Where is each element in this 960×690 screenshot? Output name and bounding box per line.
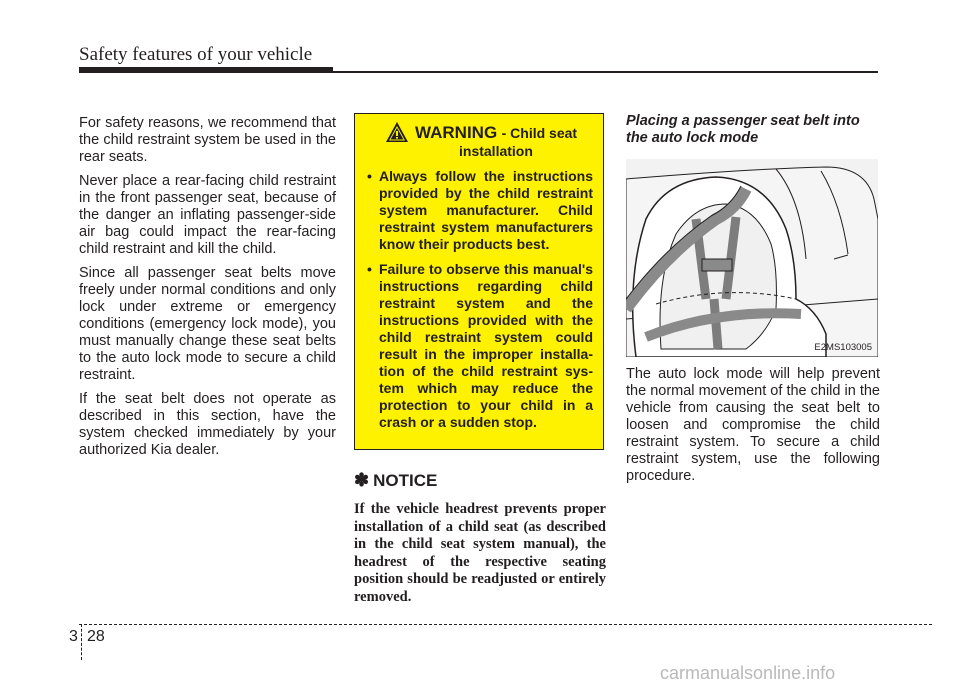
warning-subtitle-cont: installation bbox=[459, 143, 533, 159]
warning-list bbox=[365, 168, 593, 431]
notice-text: If the vehicle headrest prevents proper installation of a child seat (as described in the child seat system manual), the headrest of the respective seating position should be readjusted or entirely removed. bbox=[354, 501, 606, 605]
site-watermark: carmanualsonline.info bbox=[660, 663, 836, 683]
warning-item: • Failure to observe this manual's instructions regarding child restraint system and the instructions provided with the child restraint system could result in the improper installation of the child restraint system which may reduce the protection to your child in a crash or a sudden stop. bbox=[365, 261, 593, 431]
header-rule-thin bbox=[333, 71, 878, 73]
right-column bbox=[626, 113, 880, 492]
left-column bbox=[79, 115, 336, 466]
warning-subtitle: - Child seat bbox=[501, 125, 578, 141]
warning-title: WARNING bbox=[415, 123, 498, 142]
notice-title: NOTICE bbox=[373, 470, 438, 490]
page-header-title: Safety features of your vehicle bbox=[79, 44, 313, 65]
page-number: 28 bbox=[87, 628, 105, 645]
warning-box bbox=[354, 113, 604, 450]
body-paragraph: If the seat belt does not operate as described in this section, have the system checked immediately by your authorized Kia dealer. bbox=[79, 391, 336, 458]
warning-item: • Always follow the instructions provided by the child restraint system manufacturer. Child restraint system manufacturers know their products best. bbox=[365, 168, 593, 253]
middle-column bbox=[354, 113, 606, 606]
notice-star-icon: ✽ bbox=[354, 470, 370, 490]
footer-divider bbox=[81, 624, 82, 660]
warning-triangle-icon bbox=[385, 121, 409, 143]
child-seat-drawing bbox=[626, 159, 878, 357]
child-seat-belt-illustration bbox=[626, 159, 878, 357]
body-paragraph: Since all passenger seat belts move freely under normal conditions and only lock under extreme or emergency conditions (emergency lock mode), you must manually change these seat belts to the auto lock mode to secure a child restraint. bbox=[79, 265, 336, 383]
notice-heading bbox=[354, 470, 606, 491]
body-paragraph: For safety reasons, we recommend that the child restraint system be used in the rear seats. bbox=[79, 115, 336, 165]
section-subheading: Placing a passenger seat belt into the auto lock mode bbox=[626, 113, 860, 146]
figure-code: E2MS103005 bbox=[814, 342, 872, 353]
body-paragraph: The auto lock mode will help prevent the normal movement of the child in the vehicle from causing the seat belt to loosen and compromise the child restraint system. To secure a child restraint system, use the following procedure. bbox=[626, 366, 880, 484]
warning-header bbox=[385, 124, 593, 160]
footer-rule bbox=[79, 624, 932, 625]
body-paragraph: Never place a rear-facing child restraint in the front passenger seat, because of the danger an inflating passenger-side air bag could impact the rear-facing child restraint and kill the child. bbox=[79, 173, 336, 257]
chapter-number: 3 bbox=[69, 628, 78, 645]
header-rule-thick bbox=[79, 67, 333, 73]
